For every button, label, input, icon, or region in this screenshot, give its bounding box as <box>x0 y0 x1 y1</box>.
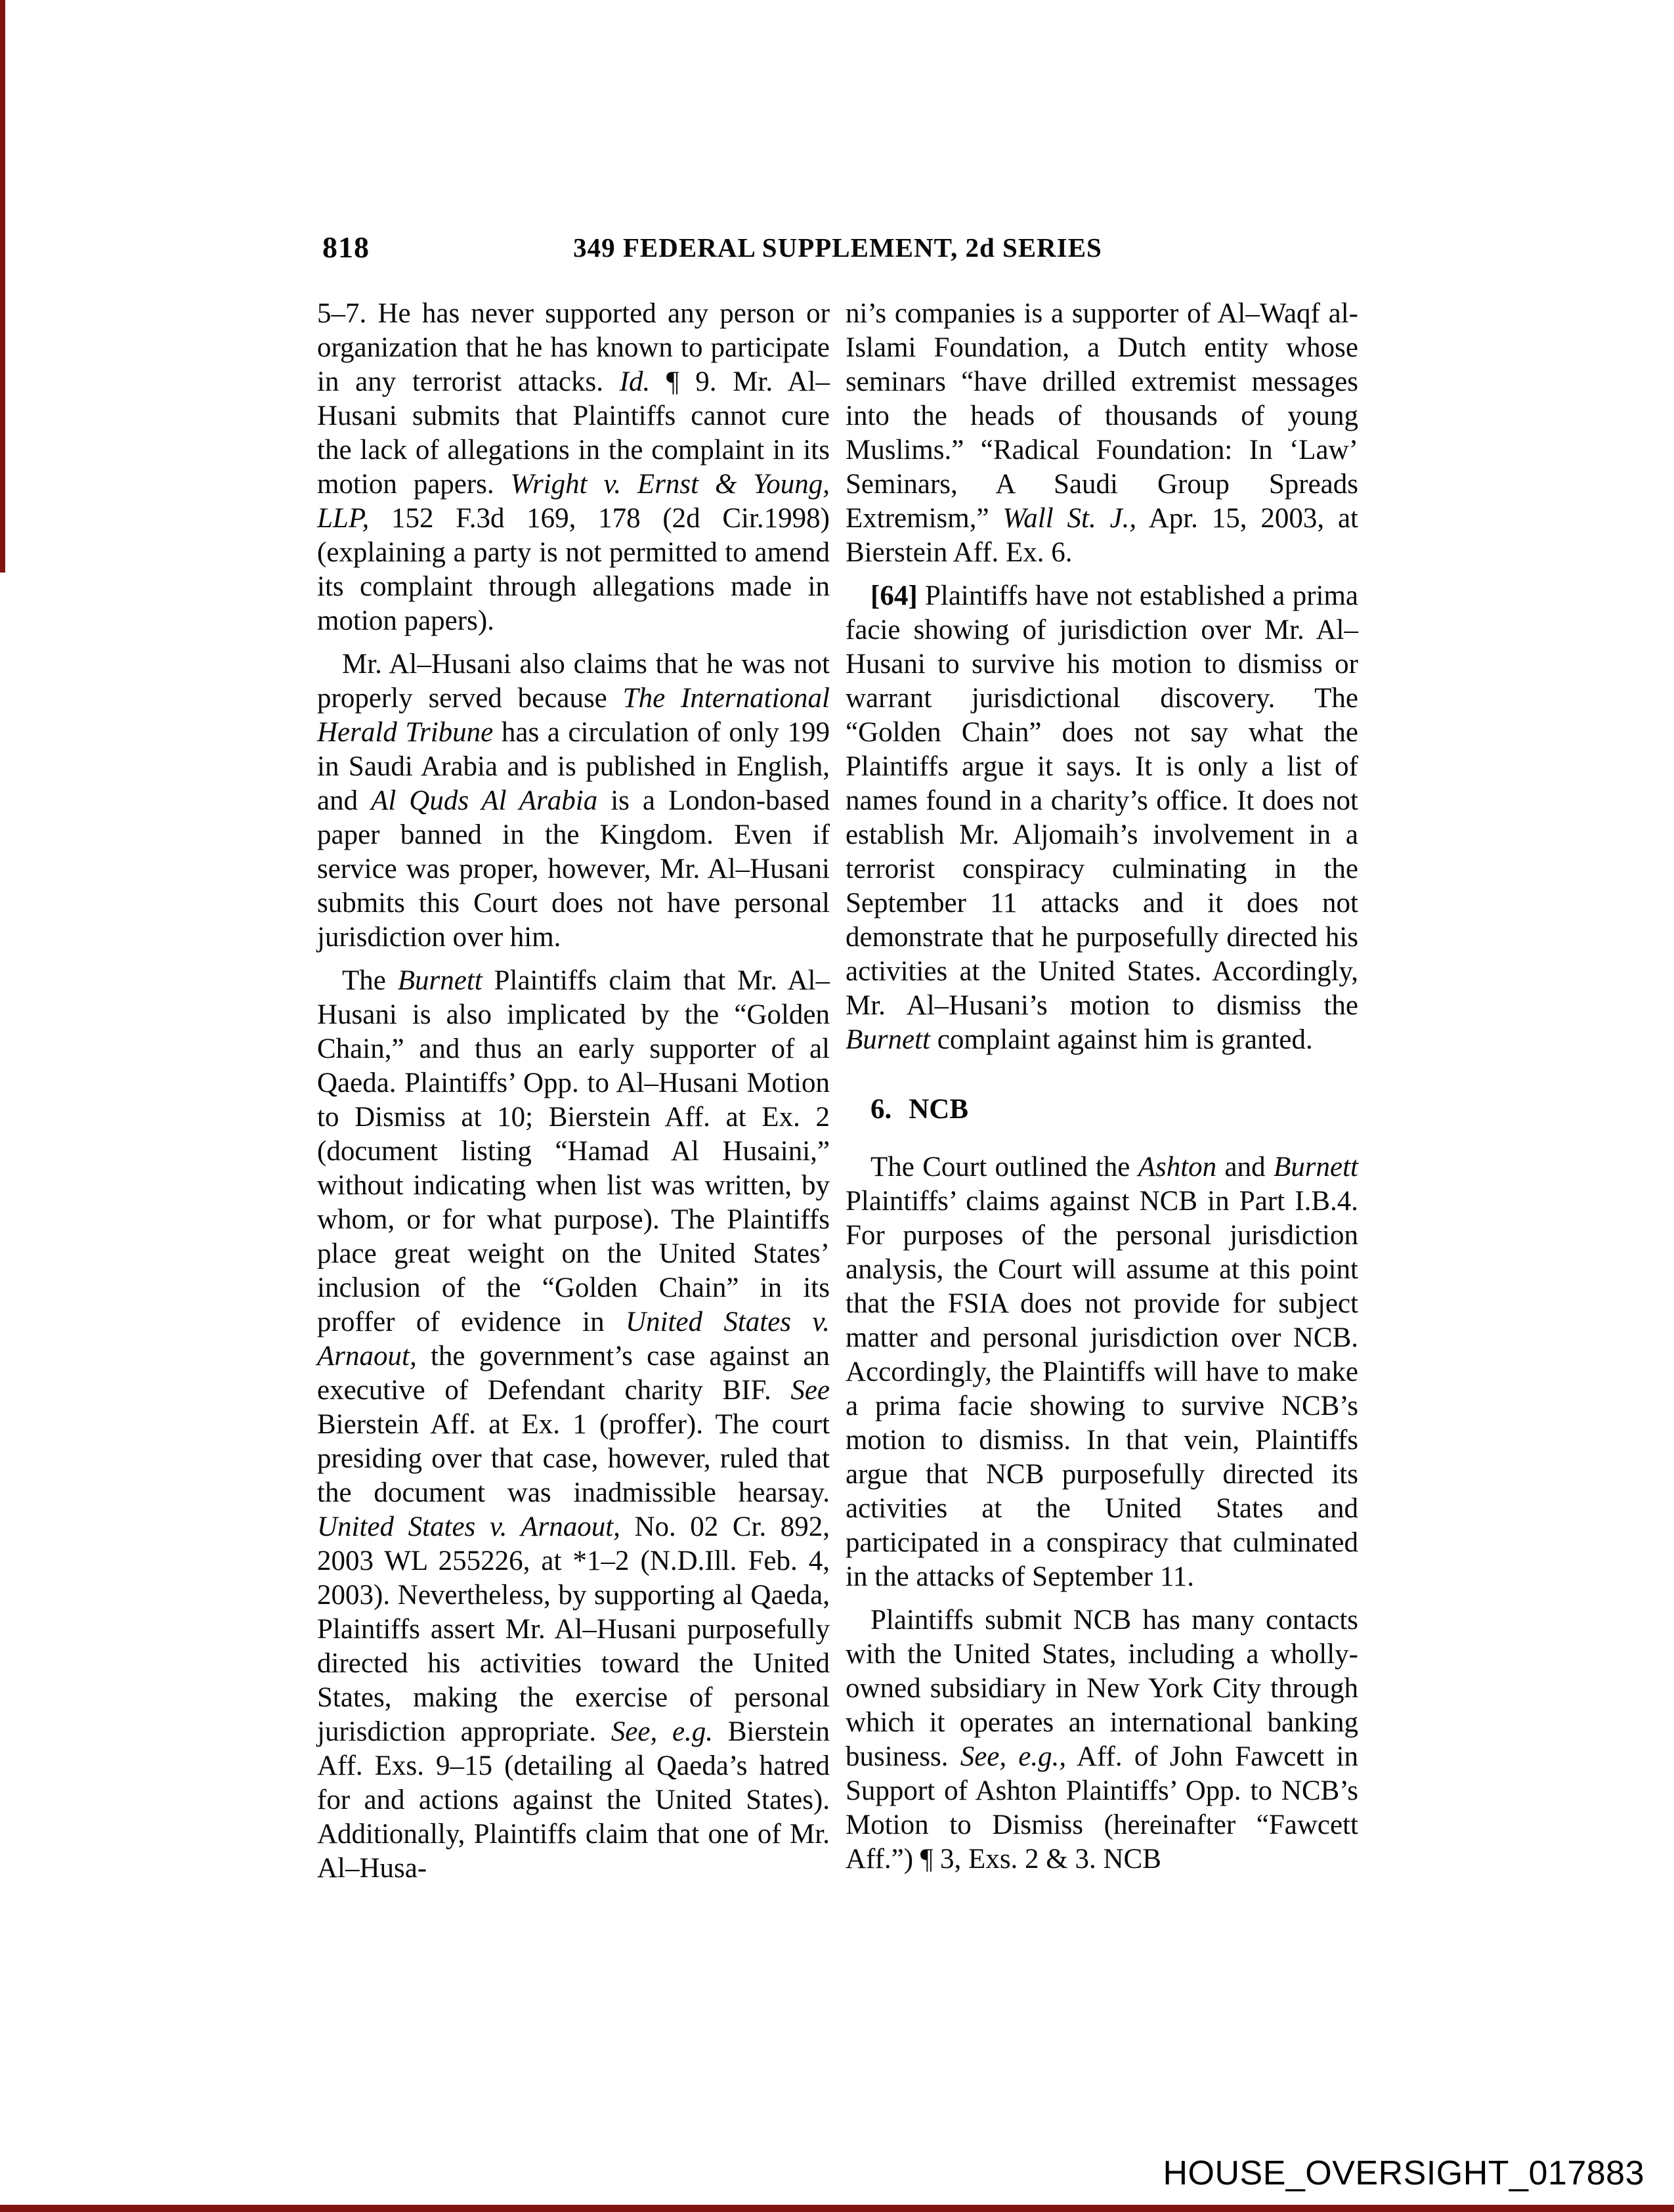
text-columns <box>317 297 1358 1886</box>
paragraph: ni’s companies is a supporter of Al–Waqf al-Islami Foundation, a Dutch entity whose seminars “have drilled extremist messages into the heads of thousands of young Muslims.” “Radical Foundation: In ‘Law’ Seminars, A Saudi Group Spreads Extremism,” Wall St. J., Apr. 15, 2003, at Bierstein Aff. Ex. 6. <box>846 298 1358 568</box>
scan-artifact-bottom-line <box>0 2205 1674 2212</box>
paragraph: 5–7. He has never supported any person or organization that he has known to participate in any terrorist attacks. Id. ¶ 9. Mr. Al–Husani submits that Plaintiffs cannot cure the lack of allegations in the complaint in its motion papers. Wright v. Ernst & Young, LLP, 152 F.3d 169, 178 (2d Cir.1998) (explaining a party is not permitted to amend its complaint through allegations made in motion papers). <box>317 298 830 636</box>
page-header <box>317 230 1358 269</box>
scan-artifact-left-line <box>0 0 5 573</box>
page-number: 818 <box>322 230 370 264</box>
running-head: 349 FEDERAL SUPPLEMENT, 2d SERIES <box>573 232 1102 263</box>
right-column <box>846 297 1358 1886</box>
bates-number: HOUSE_OVERSIGHT_017883 <box>1163 2154 1644 2192</box>
section-heading: 6. NCB <box>870 1094 969 1125</box>
paragraph: Mr. Al–Husani also claims that he was not properly served because The International Herald Tribune has a circulation of only 199 in Saudi Arabia and is published in English, and Al Quds Al Arabia is a London-based paper banned in the Kingdom. Even if service was proper, however, Mr. Al–Husani submits this Court does not have personal jurisdiction over him. <box>317 649 830 953</box>
left-column <box>317 297 830 1886</box>
paragraph: The Burnett Plaintiffs claim that Mr. Al–Husani is also implicated by the “Golden Chain,” and thus an early supporter of al Qaeda. Plaintiffs’ Opp. to Al–Husani Motion to Dismiss at 10; Bierstein Aff. at Ex. 2 (document listing “Hamad Al Husaini,” without indicating when list was written, by whom, or for what purpose). The Plaintiffs place great weight on the United States’ inclusion of the “Golden Chain” in its proffer of evidence in United States v. Arnaout, the government’s case against an executive of Defendant charity BIF. See Bierstein Aff. at Ex. 1 (proffer). The court presiding over that case, however, ruled that the document was inadmissible hearsay. United States v. Arnaout, No. 02 Cr. 892, 2003 WL 255226, at *1–2 (N.D.Ill. Feb. 4, 2003). Nevertheless, by supporting al Qaeda, Plaintiffs assert Mr. Al–Husani purposefully directed his activities toward the United States, making the exercise of personal jurisdiction appropriate. See, e.g. Bierstein Aff. Exs. 9–15 (detailing al Qaeda’s hatred for and actions against the United States). Additionally, Plaintiffs claim that one of Mr. Al–Husa- <box>317 965 830 1884</box>
paragraph: Plaintiffs submit NCB has many contacts with the United States, including a wholly-owned subsidiary in New York City through which it operates an international banking business. See, e.g., Aff. of John Fawcett in Support of Ashton Plaintiffs’ Opp. to NCB’s Motion to Dismiss (hereinafter “Fawcett Aff.”) ¶ 3, Exs. 2 & 3. NCB <box>846 1605 1358 1875</box>
paragraph: [64] Plaintiffs have not established a prima facie showing of jurisdiction over Mr. Al–Husani to survive his motion to dismiss or warrant jurisdictional discovery. The “Golden Chain” does not say what the Plaintiffs argue it says. It is only a list of names found in a charity’s office. It does not establish Mr. Aljomaih’s involvement in a terrorist conspiracy culminating in the September 11 attacks and it does not demonstrate that he purposefully directed his activities at the United States. Accordingly, Mr. Al–Husani’s motion to dismiss the Burnett complaint against him is granted. <box>846 580 1358 1055</box>
paragraph: The Court outlined the Ashton and Burnett Plaintiffs’ claims against NCB in Part I.B.4. For purposes of the personal jurisdiction analysis, the Court will assume at this point that the FSIA does not provide for subject matter and personal jurisdiction over NCB. Accordingly, the Plaintiffs will have to make a prima facie showing to survive NCB’s motion to dismiss. In that vein, Plaintiffs argue that NCB purposefully directed its activities at the United States and participated in a conspiracy that culminated in the attacks of September 11. <box>846 1152 1358 1592</box>
